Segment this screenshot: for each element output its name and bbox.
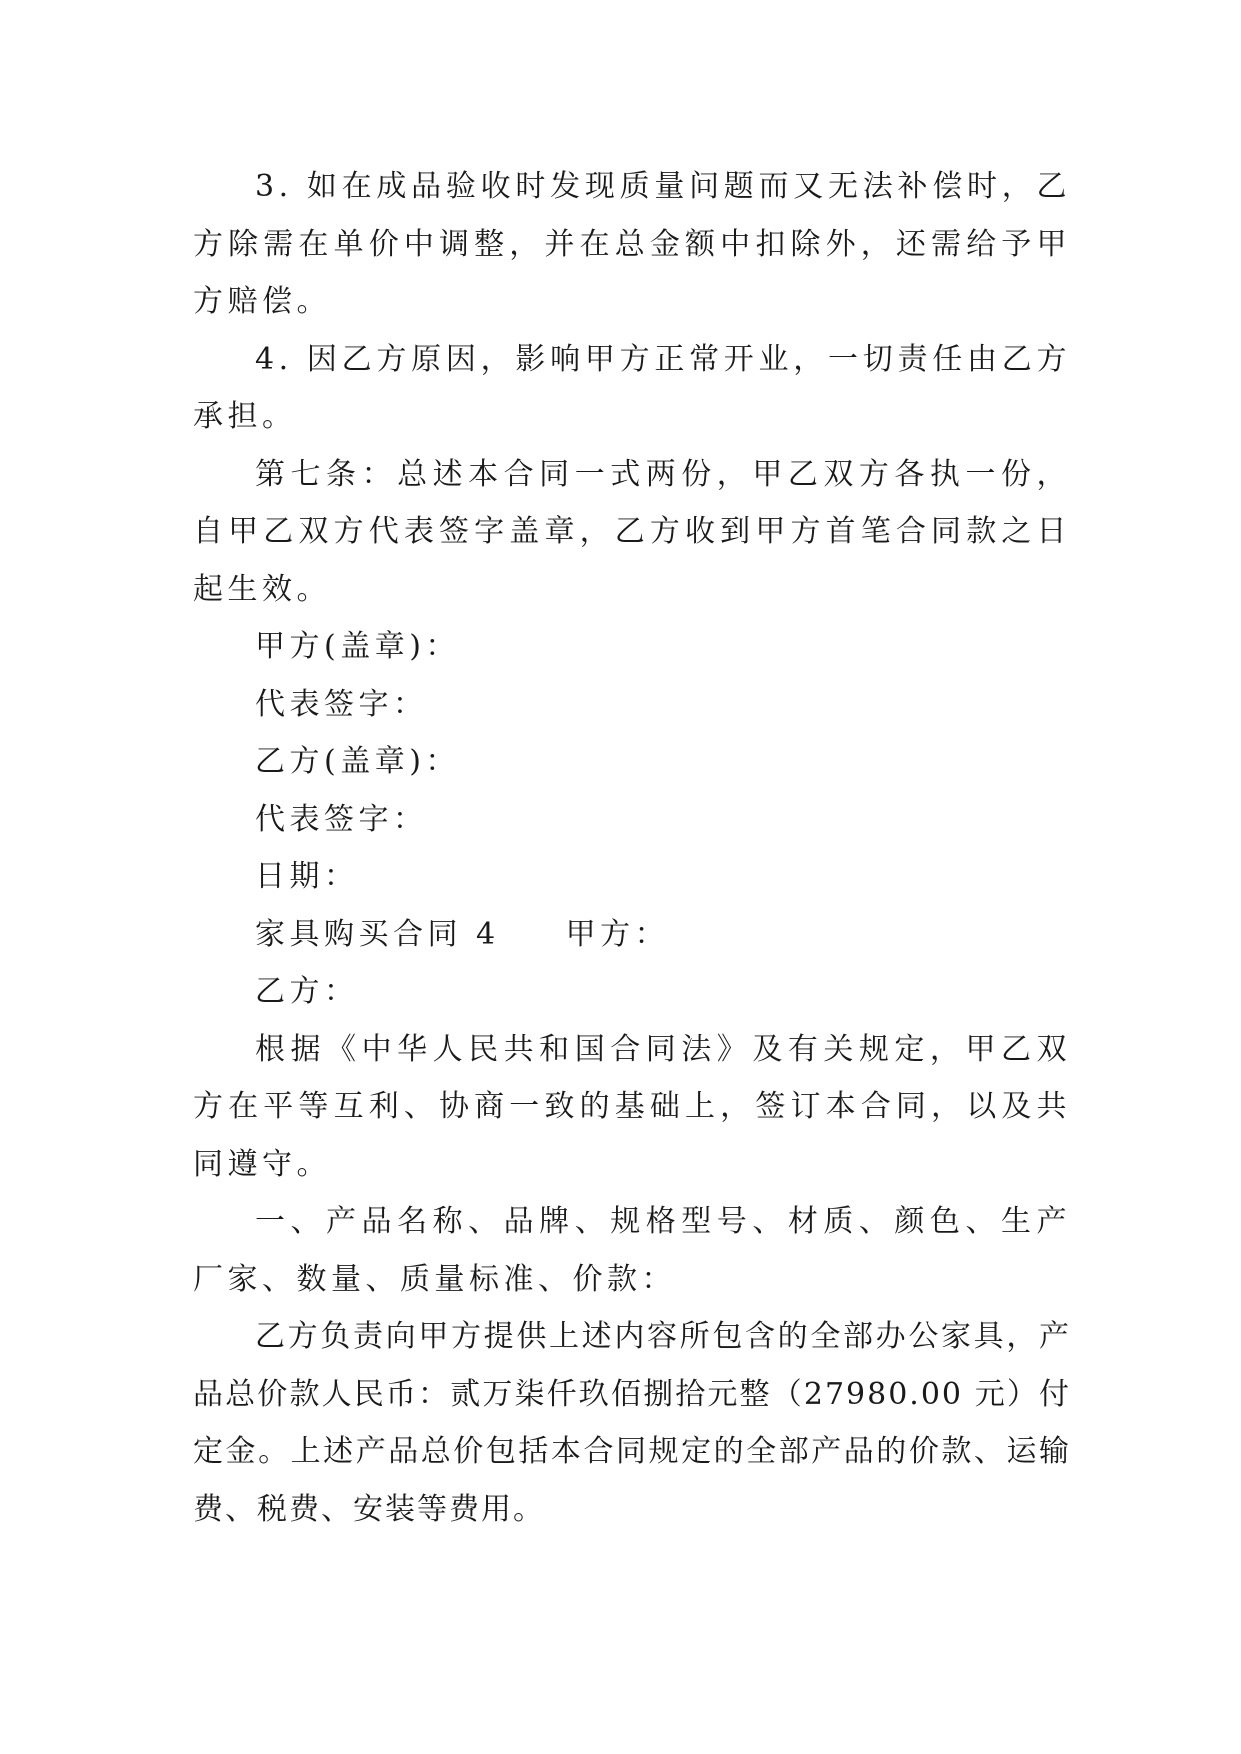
contract-4-preamble: 根据《中华人民共和国合同法》及有关规定，甲乙双方在平等互利、协商一致的基础上，签订本合同，以及共同遵守。 (193, 1031, 1071, 1182)
contract-4-party-a: 甲方： (565, 916, 670, 952)
section-1-body: 乙方负责向甲方提供上述内容所包含的全部办公家具，产品总价款人民币：贰万柒仟玖佰捌拾元整（27980.00 元）付定金。上述产品总价包括本合同规定的全部产品的价款、运输费、税费、安装等费用。 (193, 1319, 1071, 1527)
party-b-representative-line: 代表签字： (255, 801, 428, 837)
contract-4-title: 家具购买合同 4 (255, 916, 500, 952)
date-line: 日期： (255, 859, 359, 894)
clause-item-3: 3. 如在成品验收时发现质量问题而又无法补偿时，乙方除需在单价中调整，并在总金额中扣除外，还需给予甲方赔偿。 (193, 169, 1071, 319)
section-1-heading: 一、产品名称、品牌、规格型号、材质、颜色、生产厂家、数量、质量标准、价款： (193, 1204, 1071, 1297)
document-body (193, 158, 1071, 1538)
contract-4-heading-line (193, 906, 1071, 964)
party-b-seal-line: 乙方(盖章)： (255, 744, 460, 779)
contract-4-party-b: 乙方： (255, 974, 359, 1009)
party-a-representative-line: 代表签字： (255, 686, 428, 722)
article-7: 第七条：总述本合同一式两份，甲乙双方各执一份，自甲乙双方代表签字盖章，乙方收到甲方首笔合同款之日起生效。 (193, 456, 1071, 607)
party-a-seal-line: 甲方(盖章)： (255, 629, 460, 664)
clause-item-4: 4. 因乙方原因，影响甲方正常开业，一切责任由乙方承担。 (193, 341, 1071, 434)
